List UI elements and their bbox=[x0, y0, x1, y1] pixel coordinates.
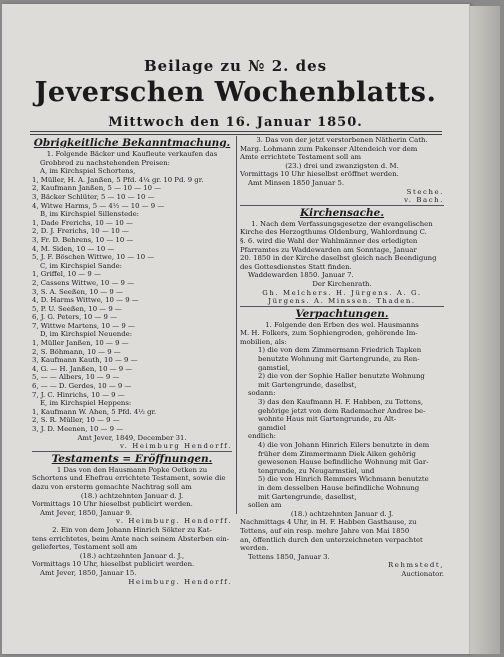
text-line: Rehmstedt, bbox=[388, 561, 444, 570]
text-line: geliefertes, Testament soll am bbox=[32, 543, 138, 552]
text-line: Tettens 1850, Januar 3. bbox=[248, 552, 330, 561]
text-line: (18.) achtzehnten Januar d. J. bbox=[80, 491, 184, 500]
text-line: des Gottesdienstes Statt finden. bbox=[240, 262, 352, 271]
text-line: 1 Das von den Hausmann Popke Oetken zu bbox=[56, 465, 208, 474]
section-heading: Obrigkeitliche Bekanntmachung. bbox=[33, 137, 231, 149]
text-line: dazu von ersterm gemachte Nachtrag soll am bbox=[32, 482, 192, 491]
text-line: 4, G. — H. Janßen, 10 — 9 — bbox=[32, 364, 133, 373]
text-line: Waddewarden 1850. Januar 7. bbox=[248, 271, 354, 280]
text-line: 1, Griffel, 10 — 9 — bbox=[32, 270, 101, 279]
text-line: 5, P. U. Seeßen, 10 — 9 — bbox=[32, 304, 122, 313]
text-line: 3) das den Kaufmann H. F. Habben, zu Tettens, bbox=[258, 398, 424, 407]
text-line: (23.) drei und zwanzigsten d. M. bbox=[285, 161, 399, 170]
text-line: 2, S. R. Müller, 10 — 9 — bbox=[32, 416, 120, 425]
text-line: v. Bach. bbox=[404, 196, 444, 205]
section-heading: Testaments = Eröffnungen. bbox=[51, 452, 213, 465]
text-line: tengrunde, zu Neugarmstiel, und bbox=[258, 466, 375, 475]
text-line: 20. 1850 in der Kirche daselbst gleich nach Beendigung bbox=[240, 254, 437, 263]
header-rule-top bbox=[30, 131, 442, 132]
text-line: mobilien, als: bbox=[240, 337, 287, 346]
header-rule-bottom bbox=[30, 134, 442, 135]
text-line: endlich: bbox=[248, 432, 276, 441]
text-line: Gh. Melchers. H. Jürgens. A. G. bbox=[262, 288, 422, 297]
text-line: 4, Witwe Harms, 5 — 4½ — 10 — 9 — bbox=[32, 201, 165, 210]
text-line: 1, Müller Janßen, 10 — 9 — bbox=[32, 339, 129, 348]
text-line: Pfarramtes zu Waddewarden am Sonntage, Januar bbox=[240, 245, 417, 254]
column-divider bbox=[236, 136, 237, 514]
text-line: 3, J. D. Meenen, 10 — 9 — bbox=[32, 425, 124, 433]
text-line: v. Heimburg Hendorff. bbox=[119, 442, 232, 451]
text-line: §. 6. wird die Wahl der Wahlmänner des erledigten bbox=[240, 236, 418, 245]
text-line: 7, Wittwe Martens, 10 — 9 — bbox=[32, 321, 135, 330]
text-line: Marg. Lohmann zum Pakenser Altendeich vor dem bbox=[240, 144, 418, 153]
text-line: sollen am bbox=[248, 501, 282, 510]
text-line: Vormittags 10 Uhr hieselbst eröffnet werden. bbox=[240, 170, 399, 179]
text-line: B, im Kirchspiel Sillenstede: bbox=[40, 210, 139, 219]
text-line: 3, Fr. D. Behrens, 10 — 10 — bbox=[32, 235, 134, 244]
left-column bbox=[32, 136, 232, 586]
text-line: Grobbrod zu nachstehenden Preisen: bbox=[40, 158, 170, 167]
book-page-edge bbox=[470, 6, 500, 654]
section-heading: Verpachtungen. bbox=[295, 307, 389, 320]
text-line: Tettens, auf ein resp. mehre Jahre von Mai 1850 bbox=[240, 526, 410, 535]
text-line: gewesenen Hause befindliche Wohnung mit Gar- bbox=[258, 458, 429, 467]
text-line: D, im Kirchspiel Neuende: bbox=[40, 330, 133, 339]
text-line: 6, J. G. Peters, 10 — 9 — bbox=[32, 313, 117, 322]
text-line: Der Kirchenrath. bbox=[312, 279, 372, 288]
text-line: 2, Kaufmann Janßen, 5 — 10 — 10 — bbox=[32, 184, 162, 193]
text-line: Amt Jever, 1849, December 31. bbox=[77, 433, 187, 442]
masthead-title: Jeverschen Wochenblatts. bbox=[34, 77, 437, 108]
text-line: 2, Cassens Wittwe, 10 — 9 — bbox=[32, 278, 135, 287]
text-line: gehörige jetzt von dem Rademacher Andree be- bbox=[258, 406, 426, 415]
issue-date: Mittwoch den 16. Januar 1850. bbox=[108, 115, 363, 130]
text-line: benutzte Wohnung mit Gartengrunde, zu Ren- bbox=[258, 355, 420, 364]
text-line: werden. bbox=[240, 544, 269, 553]
text-line: 5) die von Hinrich Remmers Wichmann benutzte bbox=[258, 475, 429, 484]
text-line: 1. Folgende den Erben des wel. Hausmanns bbox=[265, 320, 419, 329]
text-line: 1, Dade Frerichs, 10 — 10 — bbox=[32, 218, 133, 227]
text-line: sodann: bbox=[248, 389, 276, 398]
text-line: 3, Bäcker Schlüter, 5 — 10 — 10 — bbox=[32, 192, 155, 201]
text-line: 2. Ein von dem Johann Hinrich Sökter zu Kat- bbox=[52, 525, 212, 534]
text-line: M. H. Folkers, zum Sophiengroden, gehörende Im- bbox=[240, 329, 418, 338]
text-line: Auctionator. bbox=[401, 569, 444, 578]
text-line: 7, J. C. Hinrichs, 10 — 9 — bbox=[32, 390, 125, 399]
text-line: v. Heimburg. Hendorff. bbox=[116, 517, 232, 526]
text-line: (18.) achtzehnten Januar d. J. bbox=[290, 509, 394, 518]
text-line: 1. Nach dem Verfassungsgesetze der evangelischen bbox=[251, 219, 433, 228]
supplement-heading: Beilage zu № 2. des bbox=[143, 57, 328, 75]
text-line: 1. Folgende Bäcker und Kaufleute verkaufen das bbox=[46, 150, 218, 158]
text-line: Amt Jever, 1850, Januar 9. bbox=[40, 508, 133, 517]
text-line: Heimburg. Hendorff. bbox=[128, 577, 232, 586]
text-line: früher dem Zimmermann Diek Aiken gehörig bbox=[258, 449, 416, 458]
text-line: in dem desselben Hause befindliche Wohnung bbox=[258, 483, 420, 492]
text-line: 6, — — D. Gerdes, 10 — 9 — bbox=[32, 382, 132, 391]
text-line: Vormittags 10 Uhr hieselbst publicirt werden. bbox=[32, 500, 193, 509]
text-line: Kirche des Herzogthums Oldenburg, Wahlordnung C. bbox=[240, 228, 427, 237]
text-line: C, im Kirchspiel Sande: bbox=[40, 261, 122, 270]
text-line: 4, D. Harms Wittwe, 10 — 9 — bbox=[32, 296, 139, 305]
text-line: 3, S. A. Seeßen, 10 — 9 — bbox=[32, 287, 123, 296]
text-line: an, öffentlich durch den unterzeichneten verpachtet bbox=[240, 535, 423, 544]
text-line: 4, M. Siden, 10 — 10 — bbox=[32, 244, 115, 253]
text-line: 1) die von dem Zimmermann Friedrich Tapken bbox=[258, 346, 422, 355]
text-line: 1, Müller, H. A. Janßen, 5 Pfd. 4¼ gr. 10 Pd. 9 gr. bbox=[32, 175, 204, 184]
section-heading: Kirchensache. bbox=[299, 206, 385, 219]
text-line: gamstiel, bbox=[258, 363, 291, 372]
text-line: 2, S. Böhmann, 10 — 9 — bbox=[32, 347, 121, 356]
text-line: Amt Minsen 1850 Januar 5. bbox=[248, 178, 345, 187]
text-line: Jürgens. A. Minssen. Thaden. bbox=[268, 297, 416, 306]
text-line: Vormittags 10 Uhr, hieselbst publicirt werden. bbox=[32, 560, 195, 569]
right-column bbox=[240, 136, 444, 579]
text-line: mit Gartengrunde, daselbst, bbox=[258, 492, 357, 501]
text-line: 2, D. J. Frerichs, 10 — 10 — bbox=[32, 227, 129, 236]
text-line: Amte errichtete Testament soll am bbox=[240, 153, 362, 162]
text-line: wohnte Haus mit Gartengrunde, zu Alt- bbox=[258, 415, 397, 424]
text-line: 1, Kaufmann W. Ahen, 5 Pfd. 4½ gr. bbox=[32, 407, 157, 416]
text-line: 4) die von Johann Hinrich Eilers benutzte in dem bbox=[258, 441, 430, 449]
text-line: mit Gartengrunde, daselbst, bbox=[258, 380, 357, 389]
text-line: Nachmittags 4 Uhr, in H. F. Habben Gasthause, zu bbox=[240, 518, 417, 527]
text-line: 3, Kaufmann Kauth, 10 — 9 — bbox=[32, 356, 138, 365]
text-line: 3. Das von der jetzt verstorbenen Nätherin Cath. bbox=[256, 136, 428, 144]
text-line: Steche. bbox=[406, 187, 444, 196]
text-line: 2) die von der Sophie Haller benutzte Wohnung bbox=[258, 372, 425, 381]
text-line: (18.) achtzehnten Januar d. J., bbox=[79, 551, 185, 560]
text-line: 5, — — Albers, 10 — 9 — bbox=[32, 373, 120, 382]
text-line: Schortens und Ehefrau errichtete Testament, sowie die bbox=[32, 474, 226, 483]
text-line: 5, J. F. Böschen Wittwe, 10 — 10 — bbox=[32, 253, 155, 262]
text-line: A, im Kirchspiel Schortens, bbox=[40, 167, 136, 176]
text-line: Amt Jever, 1850, Januar 15. bbox=[40, 568, 137, 577]
text-line: tens errichtetes, beim Amte nach seinem Absterben ein- bbox=[32, 534, 230, 543]
text-line: E, im Kirchspiel Heppens: bbox=[40, 399, 132, 408]
text-line: gamdiel bbox=[258, 423, 286, 432]
newspaper-page bbox=[2, 4, 470, 654]
